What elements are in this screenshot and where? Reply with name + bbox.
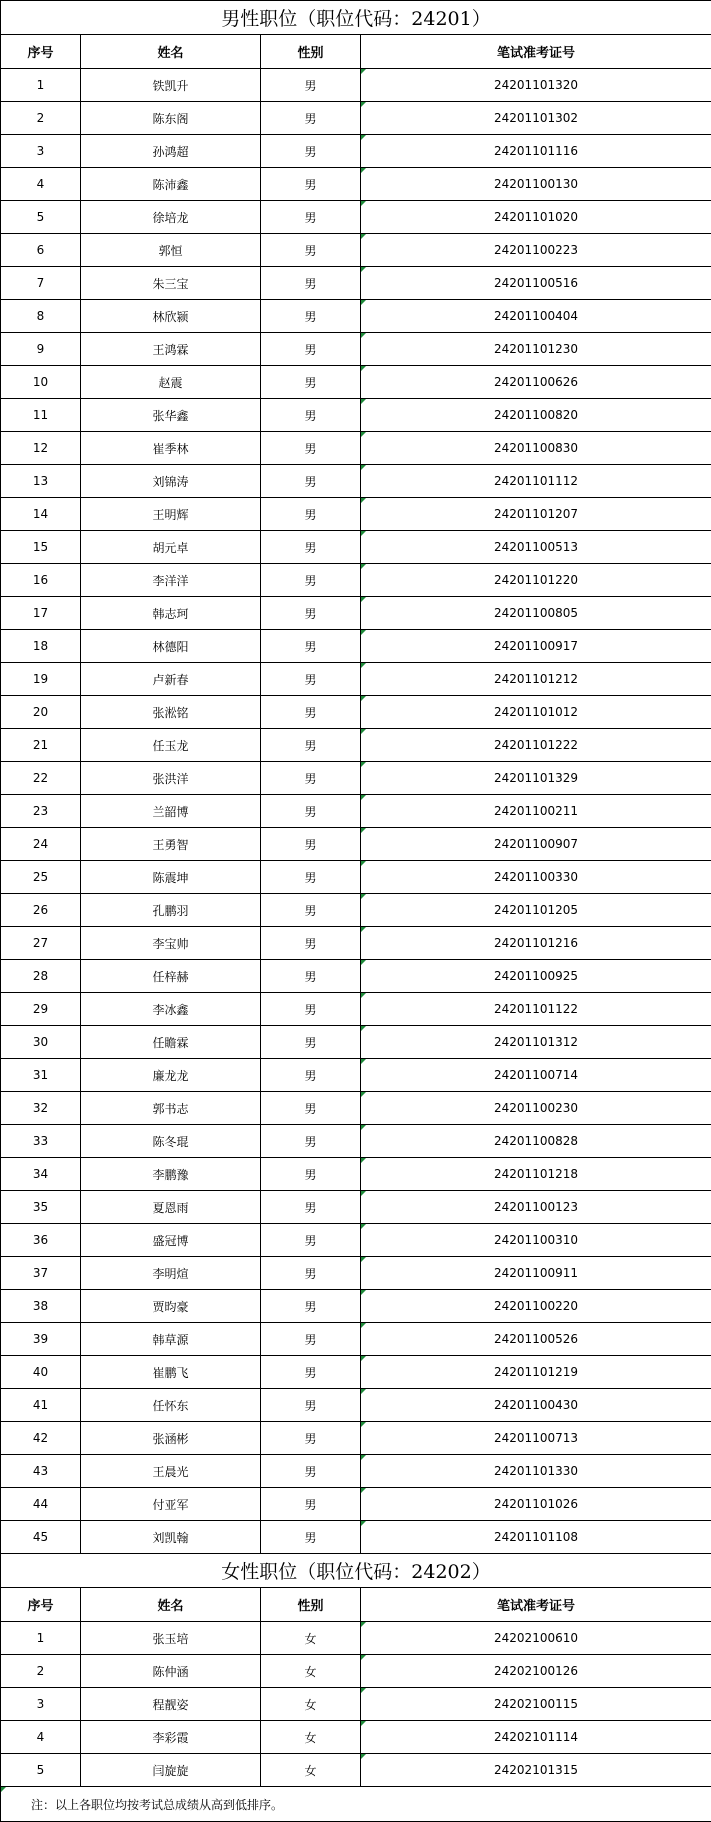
seq-cell: 32 <box>1 1092 81 1125</box>
male-table-row <box>1 795 711 828</box>
seq-cell: 1 <box>1 1622 81 1655</box>
name-cell: 张玉培 <box>81 1622 261 1655</box>
gender-cell: 男 <box>261 663 361 696</box>
gender-cell: 男 <box>261 564 361 597</box>
roster-table-body <box>1 1 711 1822</box>
male-table-row <box>1 531 711 564</box>
name-cell: 王晨光 <box>81 1455 261 1488</box>
seq-cell: 4 <box>1 168 81 201</box>
name-cell: 程靓姿 <box>81 1688 261 1721</box>
gender-cell: 男 <box>261 597 361 630</box>
exam-id-cell: 24201101108 <box>361 1521 711 1554</box>
gender-cell: 男 <box>261 1488 361 1521</box>
female-table-row <box>1 1622 711 1655</box>
male-table-row <box>1 366 711 399</box>
gender-cell: 男 <box>261 861 361 894</box>
gender-cell: 男 <box>261 1389 361 1422</box>
seq-cell: 5 <box>1 201 81 234</box>
exam-id-cell: 24201101216 <box>361 927 711 960</box>
header-seq: 序号 <box>1 35 81 69</box>
male-table-row <box>1 993 711 1026</box>
exam-id-cell: 24201101312 <box>361 1026 711 1059</box>
exam-id-cell: 24201100130 <box>361 168 711 201</box>
seq-cell: 25 <box>1 861 81 894</box>
seq-cell: 21 <box>1 729 81 762</box>
gender-cell: 男 <box>261 630 361 663</box>
gender-cell: 男 <box>261 927 361 960</box>
male-table-row <box>1 1158 711 1191</box>
exam-id-cell: 24201100516 <box>361 267 711 300</box>
female-table-row <box>1 1754 711 1787</box>
male-table-row <box>1 1059 711 1092</box>
name-cell: 王明辉 <box>81 498 261 531</box>
male-table-row <box>1 399 711 432</box>
male-table-row <box>1 1389 711 1422</box>
seq-cell: 36 <box>1 1224 81 1257</box>
exam-id-cell: 24201101230 <box>361 333 711 366</box>
exam-id-cell: 24201100123 <box>361 1191 711 1224</box>
male-table-row <box>1 927 711 960</box>
gender-cell: 男 <box>261 960 361 993</box>
male-table-row <box>1 333 711 366</box>
name-cell: 张淞铭 <box>81 696 261 729</box>
gender-cell: 男 <box>261 1323 361 1356</box>
seq-cell: 14 <box>1 498 81 531</box>
gender-cell: 男 <box>261 1026 361 1059</box>
male-table-row <box>1 234 711 267</box>
male-table-row <box>1 597 711 630</box>
male-table-row <box>1 1257 711 1290</box>
note-row <box>1 1787 711 1822</box>
gender-cell: 男 <box>261 1224 361 1257</box>
exam-id-cell: 24201101020 <box>361 201 711 234</box>
exam-id-cell: 24201101218 <box>361 1158 711 1191</box>
name-cell: 李鹏豫 <box>81 1158 261 1191</box>
name-cell: 李宝帅 <box>81 927 261 960</box>
seq-cell: 12 <box>1 432 81 465</box>
exam-id-cell: 24201101219 <box>361 1356 711 1389</box>
gender-cell: 男 <box>261 1455 361 1488</box>
exam-id-cell: 24201100925 <box>361 960 711 993</box>
name-cell: 韩志珂 <box>81 597 261 630</box>
exam-id-cell: 24202100610 <box>361 1622 711 1655</box>
gender-cell: 男 <box>261 465 361 498</box>
name-cell: 任梓赫 <box>81 960 261 993</box>
seq-cell: 43 <box>1 1455 81 1488</box>
female-section-title-row <box>1 1554 711 1588</box>
seq-cell: 18 <box>1 630 81 663</box>
name-cell: 王勇智 <box>81 828 261 861</box>
seq-cell: 45 <box>1 1521 81 1554</box>
exam-id-cell: 24201100310 <box>361 1224 711 1257</box>
exam-id-cell: 24201101220 <box>361 564 711 597</box>
name-cell: 郭恒 <box>81 234 261 267</box>
gender-cell: 男 <box>261 333 361 366</box>
male-table-row <box>1 828 711 861</box>
gender-cell: 男 <box>261 1521 361 1554</box>
male-table-row <box>1 1455 711 1488</box>
gender-cell: 男 <box>261 894 361 927</box>
name-cell: 王鸿霖 <box>81 333 261 366</box>
exam-id-cell: 24201101116 <box>361 135 711 168</box>
exam-id-cell: 24201100220 <box>361 1290 711 1323</box>
gender-cell: 男 <box>261 135 361 168</box>
exam-id-cell: 24201100828 <box>361 1125 711 1158</box>
footnote: 注：以上各职位均按考试总成绩从高到低排序。 <box>1 1787 711 1822</box>
exam-id-cell: 24201101207 <box>361 498 711 531</box>
header-gender: 性别 <box>261 1588 361 1622</box>
name-cell: 廉龙龙 <box>81 1059 261 1092</box>
gender-cell: 男 <box>261 1125 361 1158</box>
gender-cell: 男 <box>261 729 361 762</box>
gender-cell: 男 <box>261 498 361 531</box>
gender-cell: 男 <box>261 1422 361 1455</box>
exam-id-cell: 24201100714 <box>361 1059 711 1092</box>
male-table-row <box>1 696 711 729</box>
gender-cell: 男 <box>261 366 361 399</box>
male-table-row <box>1 465 711 498</box>
seq-cell: 3 <box>1 135 81 168</box>
male-table-row <box>1 1488 711 1521</box>
name-cell: 盛冠博 <box>81 1224 261 1257</box>
exam-id-cell: 24201100230 <box>361 1092 711 1125</box>
header-exam-id: 笔试准考证号 <box>361 1588 711 1622</box>
exam-id-cell: 24201101026 <box>361 1488 711 1521</box>
name-cell: 兰韶博 <box>81 795 261 828</box>
exam-id-cell: 24201100830 <box>361 432 711 465</box>
seq-cell: 5 <box>1 1754 81 1787</box>
name-cell: 林欣颍 <box>81 300 261 333</box>
header-exam-id: 笔试准考证号 <box>361 35 711 69</box>
exam-id-cell: 24201100713 <box>361 1422 711 1455</box>
seq-cell: 33 <box>1 1125 81 1158</box>
exam-id-cell: 24201100330 <box>361 861 711 894</box>
exam-id-cell: 24201101112 <box>361 465 711 498</box>
seq-cell: 44 <box>1 1488 81 1521</box>
gender-cell: 男 <box>261 69 361 102</box>
exam-id-cell: 24202101114 <box>361 1721 711 1754</box>
exam-id-cell: 24201100526 <box>361 1323 711 1356</box>
seq-cell: 37 <box>1 1257 81 1290</box>
male-table-row <box>1 267 711 300</box>
male-table-row <box>1 894 711 927</box>
exam-id-cell: 24201101205 <box>361 894 711 927</box>
gender-cell: 女 <box>261 1688 361 1721</box>
gender-cell: 男 <box>261 267 361 300</box>
seq-cell: 38 <box>1 1290 81 1323</box>
seq-cell: 35 <box>1 1191 81 1224</box>
male-section-title-row <box>1 1 711 35</box>
seq-cell: 31 <box>1 1059 81 1092</box>
name-cell: 孙鸿超 <box>81 135 261 168</box>
name-cell: 李冰鑫 <box>81 993 261 1026</box>
name-cell: 李彩霞 <box>81 1721 261 1754</box>
name-cell: 孔鹏羽 <box>81 894 261 927</box>
gender-cell: 男 <box>261 828 361 861</box>
gender-cell: 男 <box>261 102 361 135</box>
seq-cell: 26 <box>1 894 81 927</box>
exam-id-cell: 24201100223 <box>361 234 711 267</box>
gender-cell: 女 <box>261 1721 361 1754</box>
gender-cell: 男 <box>261 234 361 267</box>
exam-id-cell: 24201100917 <box>361 630 711 663</box>
exam-id-cell: 24201101222 <box>361 729 711 762</box>
male-table-row <box>1 432 711 465</box>
male-table-row <box>1 564 711 597</box>
male-table-row <box>1 1125 711 1158</box>
name-cell: 李明煊 <box>81 1257 261 1290</box>
gender-cell: 男 <box>261 762 361 795</box>
exam-id-cell: 24201100626 <box>361 366 711 399</box>
exam-id-cell: 24202100126 <box>361 1655 711 1688</box>
name-cell: 刘锦涛 <box>81 465 261 498</box>
gender-cell: 男 <box>261 300 361 333</box>
exam-id-cell: 24201101012 <box>361 696 711 729</box>
exam-id-cell: 24201100513 <box>361 531 711 564</box>
name-cell: 张洪洋 <box>81 762 261 795</box>
name-cell: 贾昀豪 <box>81 1290 261 1323</box>
seq-cell: 23 <box>1 795 81 828</box>
name-cell: 韩草源 <box>81 1323 261 1356</box>
name-cell: 陈沛鑫 <box>81 168 261 201</box>
name-cell: 朱三宝 <box>81 267 261 300</box>
name-cell: 陈仲涵 <box>81 1655 261 1688</box>
exam-id-cell: 24202101315 <box>361 1754 711 1787</box>
header-name: 姓名 <box>81 1588 261 1622</box>
name-cell: 崔鹏飞 <box>81 1356 261 1389</box>
exam-id-cell: 24201101302 <box>361 102 711 135</box>
male-table-row <box>1 102 711 135</box>
gender-cell: 男 <box>261 1290 361 1323</box>
male-table-row <box>1 201 711 234</box>
name-cell: 刘凯翰 <box>81 1521 261 1554</box>
male-table-row <box>1 1422 711 1455</box>
name-cell: 陈冬琨 <box>81 1125 261 1158</box>
seq-cell: 42 <box>1 1422 81 1455</box>
seq-cell: 41 <box>1 1389 81 1422</box>
female-header-row <box>1 1588 711 1622</box>
female-table-row <box>1 1721 711 1754</box>
male-table-row <box>1 1224 711 1257</box>
gender-cell: 男 <box>261 201 361 234</box>
exam-id-cell: 24201100907 <box>361 828 711 861</box>
exam-id-cell: 24201100430 <box>361 1389 711 1422</box>
male-table-row <box>1 960 711 993</box>
seq-cell: 9 <box>1 333 81 366</box>
name-cell: 胡元卓 <box>81 531 261 564</box>
name-cell: 陈震坤 <box>81 861 261 894</box>
exam-id-cell: 24201101122 <box>361 993 711 1026</box>
seq-cell: 2 <box>1 102 81 135</box>
name-cell: 夏恩雨 <box>81 1191 261 1224</box>
seq-cell: 11 <box>1 399 81 432</box>
gender-cell: 男 <box>261 696 361 729</box>
exam-id-cell: 24201101320 <box>361 69 711 102</box>
name-cell: 陈东阁 <box>81 102 261 135</box>
header-gender: 性别 <box>261 35 361 69</box>
seq-cell: 6 <box>1 234 81 267</box>
male-table-row <box>1 861 711 894</box>
gender-cell: 男 <box>261 795 361 828</box>
seq-cell: 27 <box>1 927 81 960</box>
male-table-row <box>1 1356 711 1389</box>
seq-cell: 8 <box>1 300 81 333</box>
seq-cell: 28 <box>1 960 81 993</box>
seq-cell: 4 <box>1 1721 81 1754</box>
seq-cell: 29 <box>1 993 81 1026</box>
gender-cell: 男 <box>261 1257 361 1290</box>
gender-cell: 女 <box>261 1622 361 1655</box>
seq-cell: 39 <box>1 1323 81 1356</box>
male-table-row <box>1 69 711 102</box>
male-table-row <box>1 1290 711 1323</box>
gender-cell: 男 <box>261 1092 361 1125</box>
gender-cell: 男 <box>261 1356 361 1389</box>
seq-cell: 13 <box>1 465 81 498</box>
gender-cell: 男 <box>261 531 361 564</box>
female-section-title: 女性职位（职位代码：24202） <box>1 1554 711 1588</box>
name-cell: 赵震 <box>81 366 261 399</box>
gender-cell: 男 <box>261 1158 361 1191</box>
female-table-row <box>1 1688 711 1721</box>
male-table-row <box>1 300 711 333</box>
name-cell: 任怀东 <box>81 1389 261 1422</box>
male-table-row <box>1 729 711 762</box>
gender-cell: 男 <box>261 1191 361 1224</box>
male-table-row <box>1 1092 711 1125</box>
gender-cell: 男 <box>261 993 361 1026</box>
seq-cell: 24 <box>1 828 81 861</box>
exam-id-cell: 24201100805 <box>361 597 711 630</box>
name-cell: 任瞻霖 <box>81 1026 261 1059</box>
name-cell: 任玉龙 <box>81 729 261 762</box>
seq-cell: 15 <box>1 531 81 564</box>
name-cell: 卢新春 <box>81 663 261 696</box>
name-cell: 付亚军 <box>81 1488 261 1521</box>
name-cell: 郭书志 <box>81 1092 261 1125</box>
header-seq: 序号 <box>1 1588 81 1622</box>
exam-id-cell: 24201100404 <box>361 300 711 333</box>
exam-id-cell: 24201100211 <box>361 795 711 828</box>
male-table-row <box>1 168 711 201</box>
male-header-row <box>1 35 711 69</box>
name-cell: 林德阳 <box>81 630 261 663</box>
seq-cell: 40 <box>1 1356 81 1389</box>
header-name: 姓名 <box>81 35 261 69</box>
name-cell: 徐培龙 <box>81 201 261 234</box>
exam-id-cell: 24201101330 <box>361 1455 711 1488</box>
male-table-row <box>1 1323 711 1356</box>
male-section-title: 男性职位（职位代码：24201） <box>1 1 711 35</box>
name-cell: 张涵彬 <box>81 1422 261 1455</box>
seq-cell: 17 <box>1 597 81 630</box>
male-table-row <box>1 663 711 696</box>
seq-cell: 7 <box>1 267 81 300</box>
seq-cell: 34 <box>1 1158 81 1191</box>
gender-cell: 男 <box>261 1059 361 1092</box>
male-table-row <box>1 498 711 531</box>
male-table-row <box>1 1191 711 1224</box>
seq-cell: 3 <box>1 1688 81 1721</box>
male-table-row <box>1 630 711 663</box>
name-cell: 李洋洋 <box>81 564 261 597</box>
seq-cell: 16 <box>1 564 81 597</box>
exam-id-cell: 24202100115 <box>361 1688 711 1721</box>
male-table-row <box>1 135 711 168</box>
seq-cell: 19 <box>1 663 81 696</box>
name-cell: 铁凯升 <box>81 69 261 102</box>
exam-id-cell: 24201100820 <box>361 399 711 432</box>
seq-cell: 20 <box>1 696 81 729</box>
exam-id-cell: 24201101329 <box>361 762 711 795</box>
seq-cell: 22 <box>1 762 81 795</box>
male-table-row <box>1 1521 711 1554</box>
male-table-row <box>1 1026 711 1059</box>
name-cell: 张华鑫 <box>81 399 261 432</box>
gender-cell: 女 <box>261 1754 361 1787</box>
seq-cell: 2 <box>1 1655 81 1688</box>
name-cell: 闫旋旋 <box>81 1754 261 1787</box>
exam-id-cell: 24201100911 <box>361 1257 711 1290</box>
seq-cell: 1 <box>1 69 81 102</box>
female-table-row <box>1 1655 711 1688</box>
seq-cell: 30 <box>1 1026 81 1059</box>
exam-id-cell: 24201101212 <box>361 663 711 696</box>
gender-cell: 男 <box>261 399 361 432</box>
male-table-row <box>1 762 711 795</box>
name-cell: 崔季林 <box>81 432 261 465</box>
seq-cell: 10 <box>1 366 81 399</box>
gender-cell: 男 <box>261 432 361 465</box>
gender-cell: 男 <box>261 168 361 201</box>
gender-cell: 女 <box>261 1655 361 1688</box>
